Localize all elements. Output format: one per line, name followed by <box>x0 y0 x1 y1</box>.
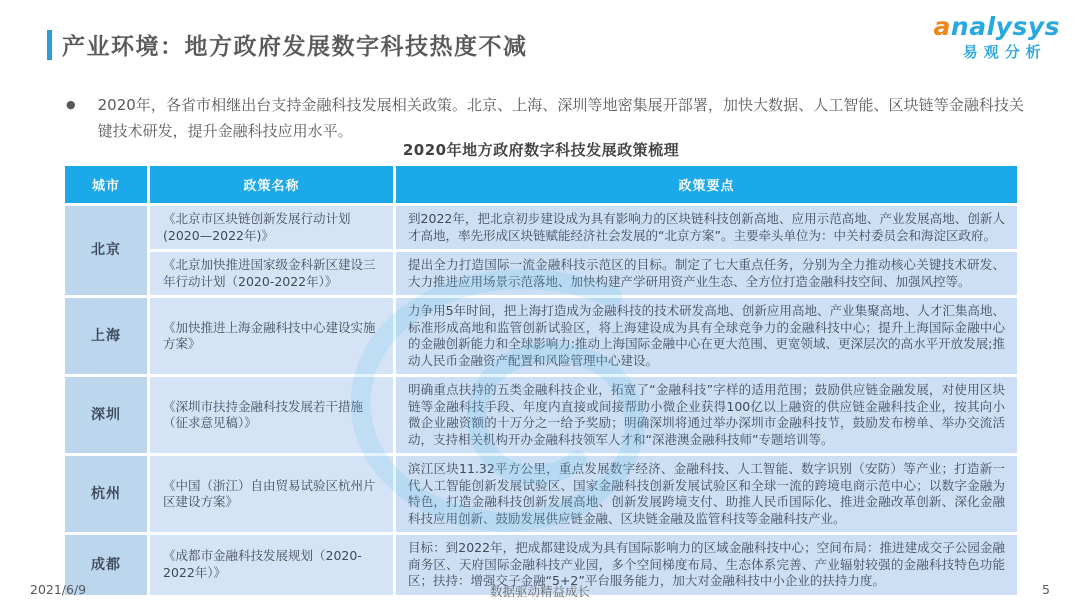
policy-points-cell: 提出全力打造国际一流金融科技示范区的目标。制定了七大重点任务，分别为全力推动核心关键技术研发、大力推进应用场景示范落地、加快构建产学研用资产业生态、全方位打造金融科技空间、加强风控等。 <box>396 252 1017 295</box>
table-row <box>65 377 1017 453</box>
analysys-logo <box>934 14 1060 60</box>
page-title: 产业环境：地方政府发展数字科技热度不减 <box>62 34 528 60</box>
analysys-logo-cn: 易观分析 <box>962 43 1047 61</box>
city-cell-chengdu: 成都 <box>65 535 147 595</box>
policy-points-cell: 目标：到2022年，把成都建设成为具有国际影响力的区域金融科技中心；空间布局：推进建成交子公园金融商务区、天府国际金融科技产业园，多个空间梯度布局、生态体系完善、产业辐射较强的金融科技特色功能区；扶持：增强交子金融“5+2”平台服务能力，加大对金融科技中小企业的扶持力度。 <box>396 535 1017 595</box>
bullet-icon: ● <box>66 98 76 111</box>
table-row <box>65 206 1017 249</box>
table-header-row <box>65 166 1017 203</box>
footer <box>0 582 1080 600</box>
policy-name-cell: 《中国（浙江）自由贸易试验区杭州片区建设方案》 <box>150 456 393 532</box>
policy-points-cell: 滨江区块11.32平方公里，重点发展数字经济、金融科技、人工智能、数字识别（安防）等产业；打造新一代人工智能创新发展试验区、国家金融科技创新发展试验区和全球一流的跨境电商示范中心；以数字金融为特色，打造金融科技创新发展高地、创新发展跨境支付、助推人民币国际化、推进金融改革创新、深化金融科技应用创新、鼓励发展供应链金融、区块链金融及监管科技等金融科技产业。 <box>396 456 1017 532</box>
table-row <box>65 456 1017 532</box>
column-header-policy-name: 政策名称 <box>150 166 393 203</box>
footer-slogan: 数据驱动精益成长 <box>489 584 590 599</box>
policy-points-cell: 力争用5年时间，把上海打造成为金融科技的技术研发高地、创新应用高地、产业集聚高地、人才汇集高地、标准形成高地和监管创新试验区，将上海建设成为具有全球竞争力的金融科技中心；提升上海国际金融中心的金融创新能力和全球影响力:推动上海国际金融中心在更大范围、更宽领域、更深层次的高水平开放发展;推动人民币金融资产配置和风险管理中心建设。 <box>396 298 1017 374</box>
city-cell-shanghai: 上海 <box>65 298 147 374</box>
policy-points-cell: 明确重点扶持的五类金融科技企业，拓宽了“金融科技”字样的适用范围；鼓励供应链金融发展，对使用区块链等金融科技手段、年度内直接或间接帮助小微企业获得100亿以上融资的供应链金融科技企业，按其向小微企业融资额的十万分之一给予奖励；明确深圳将通过举办深圳市金融科技节，鼓励发布榜单、举办交流活动，支持相关机构开办金融科技领军人才和“深港澳金融科技师”专题培训等。 <box>396 377 1017 453</box>
policy-points-cell: 到2022年，把北京初步建设成为具有影响力的区块链科技创新高地、应用示范高地、产业发展高地、创新人才高地，率先形成区块链赋能经济社会发展的“北京方案”。主要牵头单位为：中关村委员会和海淀区政府。 <box>396 206 1017 249</box>
policy-name-cell: 《加快推进上海金融科技中心建设实施方案》 <box>150 298 393 374</box>
intro-text: 2020年，各省市相继出台支持金融科技发展相关政策。北京、上海、深圳等地密集展开部署，加快大数据、人工智能、区块链等金融科技关键技术研发，提升金融科技应用水平。 <box>97 96 1024 141</box>
footer-page-number: 5 <box>1042 582 1050 597</box>
column-header-policy-points: 政策要点 <box>396 166 1017 203</box>
policy-name-cell: 《成都市金融科技发展规划（2020-2022年）》 <box>150 535 393 595</box>
city-cell-shenzhen: 深圳 <box>65 377 147 453</box>
table-title: 2020年地方政府数字科技发展政策梳理 <box>402 141 680 159</box>
title-accent-bar <box>47 30 52 60</box>
column-header-city: 城市 <box>65 166 147 203</box>
analysys-logo-brand: analysys <box>933 12 1060 41</box>
footer-date: 2021/6/9 <box>30 582 87 597</box>
city-cell-hangzhou: 杭州 <box>65 456 147 532</box>
table-row <box>65 298 1017 374</box>
policy-table <box>62 163 1020 598</box>
policy-name-cell: 《深圳市扶持金融科技发展若干措施（征求意见稿）》 <box>150 377 393 453</box>
city-cell-beijing: 北京 <box>65 206 147 295</box>
title-row <box>47 28 528 61</box>
policy-name-cell: 《北京市区块链创新发展行动计划(2020—2022年)》 <box>150 206 393 249</box>
policy-name-cell: 《北京加快推进国家级金科新区建设三年行动计划（2020-2022年）》 <box>150 252 393 295</box>
intro-paragraph <box>66 92 1024 144</box>
table-row <box>65 252 1017 295</box>
